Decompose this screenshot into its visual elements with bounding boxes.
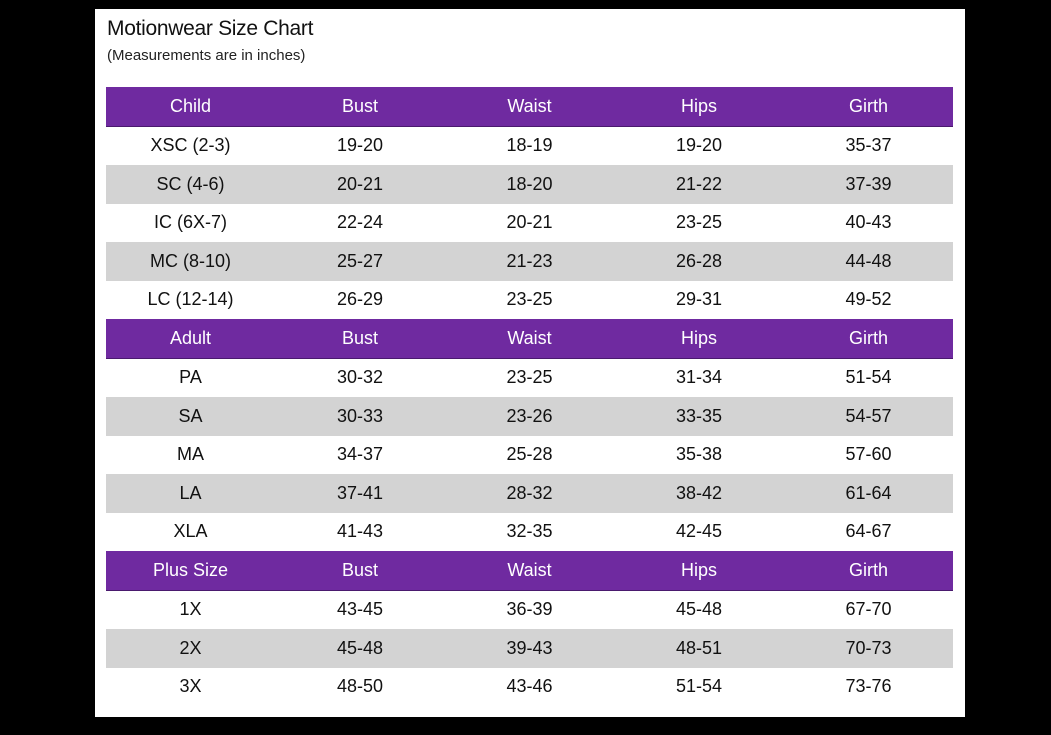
column-header: Waist: [445, 319, 614, 358]
measurement-cell: 35-37: [784, 126, 953, 165]
measurement-cell: 21-22: [614, 165, 784, 204]
measurement-cell: 45-48: [614, 590, 784, 629]
column-header: Girth: [784, 87, 953, 126]
measurement-cell: 54-57: [784, 397, 953, 436]
measurement-cell: 49-52: [784, 281, 953, 320]
size-cell: 2X: [106, 629, 275, 668]
measurement-cell: 48-51: [614, 629, 784, 668]
table-row: [106, 204, 953, 243]
measurement-cell: 36-39: [445, 590, 614, 629]
chart-subtitle: (Measurements are in inches): [107, 47, 306, 64]
column-header: Waist: [445, 551, 614, 590]
column-header: Girth: [784, 551, 953, 590]
section-header-row: [106, 551, 953, 590]
column-header: Bust: [275, 87, 445, 126]
size-chart-card: [95, 9, 965, 717]
size-cell: MA: [106, 436, 275, 475]
measurement-cell: 35-38: [614, 436, 784, 475]
measurement-cell: 26-28: [614, 242, 784, 281]
measurement-cell: 21-23: [445, 242, 614, 281]
measurement-cell: 29-31: [614, 281, 784, 320]
measurement-cell: 28-32: [445, 474, 614, 513]
measurement-cell: 39-43: [445, 629, 614, 668]
section-header-row: [106, 319, 953, 358]
column-header: Bust: [275, 319, 445, 358]
measurement-cell: 42-45: [614, 513, 784, 552]
column-header: Hips: [614, 319, 784, 358]
section-label: Plus Size: [106, 551, 275, 590]
table-row: [106, 126, 953, 165]
section-label: Adult: [106, 319, 275, 358]
section-header-row: [106, 87, 953, 126]
size-cell: SA: [106, 397, 275, 436]
measurement-cell: 22-24: [275, 204, 445, 243]
measurement-cell: 20-21: [445, 204, 614, 243]
measurement-cell: 64-67: [784, 513, 953, 552]
size-cell: LC (12-14): [106, 281, 275, 320]
measurement-cell: 33-35: [614, 397, 784, 436]
measurement-cell: 19-20: [614, 126, 784, 165]
size-table: [106, 87, 953, 706]
measurement-cell: 48-50: [275, 668, 445, 707]
size-cell: MC (8-10): [106, 242, 275, 281]
measurement-cell: 18-19: [445, 126, 614, 165]
table-row: [106, 474, 953, 513]
measurement-cell: 23-26: [445, 397, 614, 436]
measurement-cell: 38-42: [614, 474, 784, 513]
measurement-cell: 25-28: [445, 436, 614, 475]
measurement-cell: 41-43: [275, 513, 445, 552]
size-cell: XLA: [106, 513, 275, 552]
measurement-cell: 43-45: [275, 590, 445, 629]
measurement-cell: 23-25: [445, 358, 614, 397]
measurement-cell: 23-25: [614, 204, 784, 243]
measurement-cell: 43-46: [445, 668, 614, 707]
column-header: Hips: [614, 551, 784, 590]
size-cell: PA: [106, 358, 275, 397]
measurement-cell: 23-25: [445, 281, 614, 320]
table-row: [106, 165, 953, 204]
size-table-body: [106, 87, 953, 706]
measurement-cell: 67-70: [784, 590, 953, 629]
column-header: Hips: [614, 87, 784, 126]
size-cell: SC (4-6): [106, 165, 275, 204]
column-header: Bust: [275, 551, 445, 590]
measurement-cell: 19-20: [275, 126, 445, 165]
size-cell: 3X: [106, 668, 275, 707]
measurement-cell: 57-60: [784, 436, 953, 475]
table-row: [106, 513, 953, 552]
column-header: Waist: [445, 87, 614, 126]
table-row: [106, 668, 953, 707]
measurement-cell: 30-32: [275, 358, 445, 397]
measurement-cell: 18-20: [445, 165, 614, 204]
measurement-cell: 61-64: [784, 474, 953, 513]
measurement-cell: 32-35: [445, 513, 614, 552]
measurement-cell: 25-27: [275, 242, 445, 281]
chart-title: Motionwear Size Chart: [107, 17, 314, 40]
size-cell: XSC (2-3): [106, 126, 275, 165]
size-cell: 1X: [106, 590, 275, 629]
measurement-cell: 40-43: [784, 204, 953, 243]
measurement-cell: 51-54: [614, 668, 784, 707]
measurement-cell: 26-29: [275, 281, 445, 320]
table-row: [106, 629, 953, 668]
table-row: [106, 242, 953, 281]
measurement-cell: 34-37: [275, 436, 445, 475]
size-cell: IC (6X-7): [106, 204, 275, 243]
measurement-cell: 30-33: [275, 397, 445, 436]
table-row: [106, 358, 953, 397]
size-cell: LA: [106, 474, 275, 513]
column-header: Girth: [784, 319, 953, 358]
measurement-cell: 31-34: [614, 358, 784, 397]
table-row: [106, 281, 953, 320]
section-label: Child: [106, 87, 275, 126]
measurement-cell: 70-73: [784, 629, 953, 668]
measurement-cell: 51-54: [784, 358, 953, 397]
measurement-cell: 45-48: [275, 629, 445, 668]
measurement-cell: 44-48: [784, 242, 953, 281]
measurement-cell: 73-76: [784, 668, 953, 707]
table-row: [106, 436, 953, 475]
table-row: [106, 590, 953, 629]
measurement-cell: 37-41: [275, 474, 445, 513]
measurement-cell: 20-21: [275, 165, 445, 204]
measurement-cell: 37-39: [784, 165, 953, 204]
table-row: [106, 397, 953, 436]
